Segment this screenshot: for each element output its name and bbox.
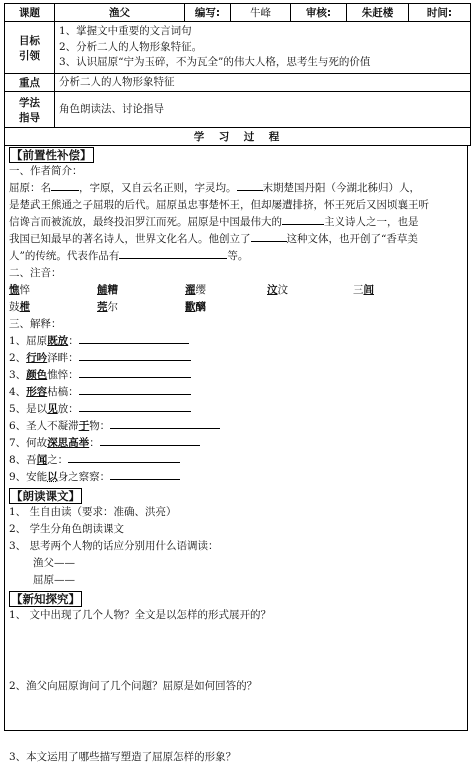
worksheet-body <box>4 145 468 763</box>
phonetic-item: 歠醨 <box>185 301 206 313</box>
question-1: 1、 文中出现了几个人物？全文是以怎样的形式展开的？ <box>9 609 272 621</box>
definition-row: 1、屈原既放： <box>9 333 463 350</box>
ism-blank[interactable] <box>282 214 324 225</box>
definition-row: 4、形容枯槁： <box>9 384 463 401</box>
definition-row: 9、安能以身之察察： <box>9 469 463 486</box>
process-title: 学 习 过 程 <box>5 128 471 146</box>
answer-blank[interactable] <box>79 333 189 344</box>
reviewer-name: 朱赶楼 <box>347 4 409 22</box>
role-fisherman: 渔父—— <box>33 557 75 569</box>
question-2: 2、渔父向屈原询问了几个问题？屈原是如何回答的？ <box>9 680 258 692</box>
reading-item: 3、 思考两个人物的话应分别用什么语调读： <box>9 540 219 552</box>
answer-space[interactable] <box>9 695 463 749</box>
definition-row: 2、行吟泽畔： <box>9 350 463 367</box>
phonetic-item: 濯缨 <box>185 284 206 296</box>
reviewer-label: 审核: <box>291 4 347 22</box>
reading-item: 2、 学生分角色朗读课文 <box>9 523 125 535</box>
lesson-title: 渔父 <box>55 4 185 22</box>
phonetic-item: 三闾 <box>353 284 374 296</box>
definitions-heading: 三、解释： <box>9 318 62 330</box>
focus-text: 分析二人的人物形象特征 <box>55 74 471 92</box>
pre-heading: 【前置性补偿】 <box>11 148 92 162</box>
works-blank[interactable] <box>119 248 227 259</box>
objectives-label: 目标 引领 <box>5 22 55 74</box>
phonetic-item: 餔糟 <box>97 284 118 296</box>
answer-blank[interactable] <box>100 435 200 446</box>
phonetic-item: 鼓枻 <box>9 301 30 313</box>
answer-blank[interactable] <box>79 384 191 395</box>
author-intro-text: 信谗言而被流放，最终投汨罗江而死。屈原是中国最伟大的 主义诗人之一，也是 <box>9 216 419 228</box>
author-label: 编写: <box>185 4 231 22</box>
author-intro-text: 我国已知最早的著名诗人，世界文化名人。他创立了 这种文体，也开创了“香草美 <box>9 233 418 245</box>
phonetic-item: 莞尔 <box>97 301 118 313</box>
genre-blank[interactable] <box>251 231 287 242</box>
objective-item: 2、分析二人的人物形象特征。 <box>59 40 203 53</box>
name-blank[interactable] <box>51 180 79 191</box>
definition-row: 7、何故深思高举： <box>9 435 463 452</box>
method-text: 角色朗读法、讨论指导 <box>55 92 471 128</box>
author-intro-heading: 一、作者简介： <box>9 165 83 177</box>
author-intro-text: 是楚武王熊通之子屈瑕的后代。屈原虽忠事楚怀王，但却屡遭排挤，怀王死后又因顷襄王听 <box>9 199 429 211</box>
answer-blank[interactable] <box>79 401 191 412</box>
objectives-list <box>55 22 471 74</box>
phonetic-grid <box>9 282 463 316</box>
question-3: 3、本文运用了哪些描写塑造了屈原怎样的形象？ <box>9 751 237 763</box>
definition-row: 6、圣人不凝滞于物： <box>9 418 463 435</box>
phonetic-heading: 二、注音： <box>9 267 62 279</box>
time-label: 时间: <box>409 4 471 22</box>
objective-item: 3、认识屈原“宁为玉碎，不为瓦全”的伟大人格，思考生与死的价值 <box>59 56 371 69</box>
phonetic-item: 汶汶 <box>267 284 288 296</box>
answer-blank[interactable] <box>79 367 191 378</box>
focus-label: 重点 <box>5 74 55 92</box>
phonetic-item: 憔悴 <box>9 284 30 296</box>
objective-item: 1、掌握文中重要的文言词句 <box>59 25 192 38</box>
reading-item: 1、 生自由读（要求：准确、洪亮） <box>9 506 177 518</box>
explore-heading: 【新知探究】 <box>11 592 80 606</box>
definition-row: 8、吾闻之： <box>9 452 463 469</box>
definition-row: 5、是以见放： <box>9 401 463 418</box>
reading-heading: 【朗读课文】 <box>11 489 80 503</box>
title-label: 课题 <box>5 4 55 22</box>
method-label: 学法 指导 <box>5 92 55 128</box>
header-table <box>4 3 471 146</box>
role-quyuan: 屈原—— <box>33 574 75 586</box>
answer-blank[interactable] <box>110 418 220 429</box>
answer-blank[interactable] <box>79 350 191 361</box>
author-name: 牛峰 <box>231 4 291 22</box>
era-blank[interactable] <box>237 180 263 191</box>
author-intro-text: 屈原：名 ，字原，又自云名正则，字灵均。 末期楚国丹阳（今湖北秭归）人， <box>9 182 420 194</box>
author-intro-text: 人”的传统。代表作品有 等。 <box>9 250 249 262</box>
definition-row: 3、颜色憔悴： <box>9 367 463 384</box>
answer-blank[interactable] <box>68 452 180 463</box>
answer-space[interactable] <box>9 624 463 678</box>
answer-blank[interactable] <box>110 469 180 480</box>
